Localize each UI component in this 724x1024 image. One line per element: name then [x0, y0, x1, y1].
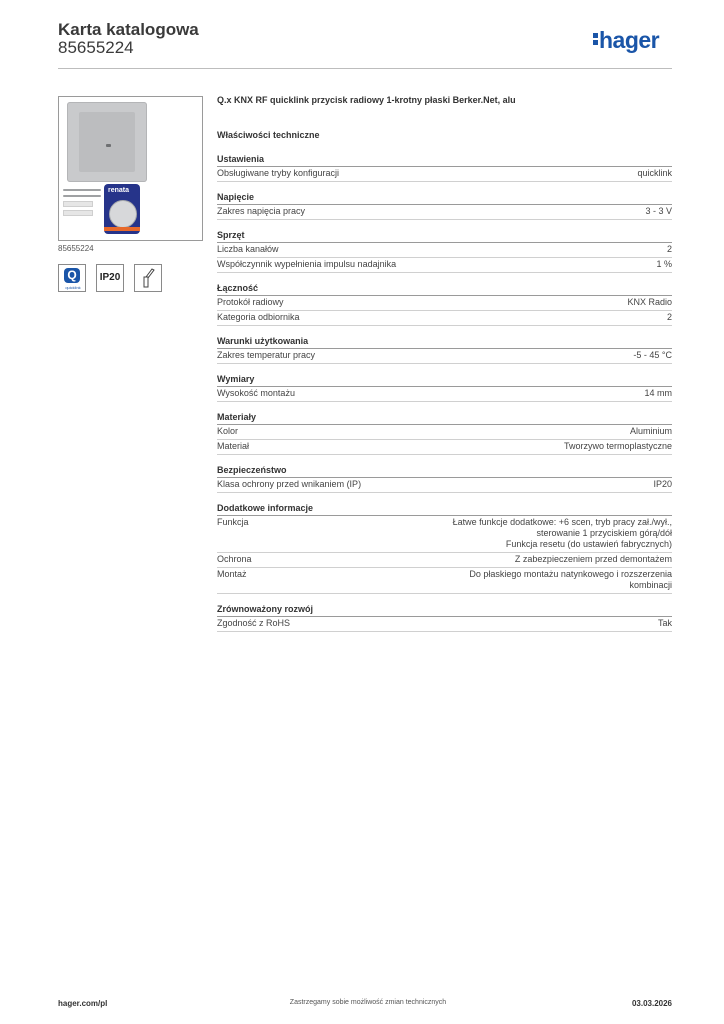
spec-section — [217, 152, 672, 182]
spec-value — [633, 350, 672, 361]
spec-label: Liczba kanałów — [217, 244, 279, 254]
footer-disclaimer: Zastrzegamy sobie możliwość zmian technicznych — [289, 999, 447, 1006]
spec-section — [217, 228, 672, 273]
spec-value-line: Aluminium — [629, 426, 672, 436]
spec-value — [515, 554, 672, 565]
spec-section-title: Łączność — [217, 281, 672, 296]
spec-value-line: quicklink — [637, 168, 672, 178]
spec-value — [453, 517, 672, 550]
spec-value — [637, 168, 672, 179]
spec-value-line: 1 % — [656, 259, 672, 269]
hager-logo[interactable] — [593, 27, 659, 54]
spec-label: Protokół radiowy — [217, 297, 284, 307]
spec-value — [630, 426, 672, 437]
spec-value-line: Z zabezpieczeniem przed demontażem — [514, 554, 672, 564]
spec-value — [469, 569, 672, 591]
spec-value-line: Funkcja resetu (do ustawień fabrycznych) — [505, 539, 672, 549]
spec-value-line: kombinacji — [629, 580, 672, 590]
switch-rocker — [79, 112, 135, 172]
spec-value-line: Tak — [657, 618, 672, 628]
header-divider — [58, 68, 672, 69]
spec-section — [217, 281, 672, 326]
logo-text: hager — [599, 27, 660, 53]
spec-row — [217, 387, 672, 402]
spec-label: Zakres temperatur pracy — [217, 350, 316, 360]
footer-website-link[interactable]: hager.com/pl — [58, 999, 108, 1008]
product-image — [58, 96, 203, 241]
spec-section-title: Warunki użytkowania — [217, 334, 672, 349]
battery-image — [104, 184, 140, 234]
spec-label: Ochrona — [217, 554, 252, 564]
quicklink-label: quicklink — [65, 285, 81, 290]
technical-properties-heading: Właściwości techniczne — [217, 130, 320, 140]
battery-brand-label: renata — [108, 187, 130, 194]
spec-section-title: Wymiary — [217, 372, 672, 387]
spec-label: Materiał — [217, 441, 250, 451]
led-indicator — [106, 144, 111, 147]
spec-value-line: Tworzywo termoplastyczne — [563, 441, 672, 451]
spec-label: Współczynnik wypełnienia impulsu nadajnika — [217, 259, 397, 269]
quicklink-badge — [58, 264, 86, 292]
spec-label: Funkcja — [217, 517, 249, 527]
spec-row — [217, 516, 672, 553]
spec-label: Kategoria odbiornika — [217, 312, 300, 322]
ip-rating-badge: IP20 — [96, 264, 124, 292]
spec-row — [217, 167, 672, 182]
spec-value-line: 3 - 3 V — [645, 206, 672, 216]
spec-row — [217, 425, 672, 440]
spec-value-line: Do płaskiego montażu natynkowego i rozszerzenia — [469, 569, 672, 579]
spec-row — [217, 553, 672, 568]
logo-dots-icon — [593, 31, 598, 47]
spec-value — [564, 441, 672, 452]
spec-row — [217, 311, 672, 326]
document-title: Karta katalogowa — [58, 20, 199, 39]
spec-section — [217, 501, 672, 594]
spec-label: Obsługiwane tryby konfiguracji — [217, 168, 340, 178]
spec-value — [658, 618, 672, 629]
spec-section-title: Sprzęt — [217, 228, 672, 243]
spec-section-title: Dodatkowe informacje — [217, 501, 672, 516]
spec-section — [217, 190, 672, 220]
spec-row — [217, 440, 672, 455]
image-caption: 85655224 — [58, 244, 94, 253]
spec-value — [667, 312, 672, 323]
spec-value — [667, 244, 672, 255]
spec-value — [653, 479, 672, 490]
spec-value-line: 2 — [666, 312, 672, 322]
spec-value — [627, 297, 672, 308]
spec-value-line: 14 mm — [644, 388, 672, 398]
spec-row — [217, 478, 672, 493]
spec-section — [217, 410, 672, 455]
spec-value-line: 2 — [666, 244, 672, 254]
spec-section-title: Zrównoważony rozwój — [217, 602, 672, 617]
spec-value-line: -5 - 45 °C — [633, 350, 672, 360]
spec-value — [656, 259, 672, 270]
spec-value-line: KNX Radio — [627, 297, 672, 307]
spec-label: Klasa ochrony przed wnikaniem (IP) — [217, 479, 362, 489]
spec-row — [217, 258, 672, 273]
specifications-table — [217, 152, 672, 640]
spec-section-title: Napięcie — [217, 190, 672, 205]
spec-section-title: Bezpieczeństwo — [217, 463, 672, 478]
footer-date: 03.03.2026 — [631, 999, 672, 1008]
spec-row — [217, 349, 672, 364]
spec-section-title: Ustawienia — [217, 152, 672, 167]
spec-section — [217, 463, 672, 493]
spec-label: Montaż — [217, 569, 247, 579]
spec-section — [217, 602, 672, 632]
spec-value-line: Łatwe funkcje dodatkowe: +6 scen, tryb pracy zał./wył., — [452, 517, 672, 527]
spec-row — [217, 243, 672, 258]
battery-cell-icon — [109, 200, 137, 228]
spec-section — [217, 372, 672, 402]
switch-plate-image — [67, 102, 147, 182]
spec-label: Kolor — [217, 426, 239, 436]
product-title: Q.x KNX RF quicklink przycisk radiowy 1-krotny płaski Berker.Net, alu — [217, 95, 516, 105]
spec-value — [645, 206, 672, 217]
document-code: 85655224 — [58, 38, 134, 57]
spec-label: Wysokość montażu — [217, 388, 295, 398]
spec-value-line: sterowanie 1 przyciskiem górą/dół — [536, 528, 672, 538]
spec-row — [217, 568, 672, 594]
mounting-tool-badge — [134, 264, 162, 292]
spec-row — [217, 296, 672, 311]
spec-label: Zgodność z RoHS — [217, 618, 291, 628]
spec-label: Zakres napięcia pracy — [217, 206, 306, 216]
spec-row — [217, 205, 672, 220]
screws-accessories-image — [63, 185, 101, 225]
spec-section-title: Materiały — [217, 410, 672, 425]
spec-section — [217, 334, 672, 364]
quicklink-icon: Q — [64, 268, 80, 283]
screwdriver-icon — [135, 265, 161, 291]
spec-row — [217, 617, 672, 632]
spec-value-line: IP20 — [653, 479, 672, 489]
spec-value — [644, 388, 672, 399]
